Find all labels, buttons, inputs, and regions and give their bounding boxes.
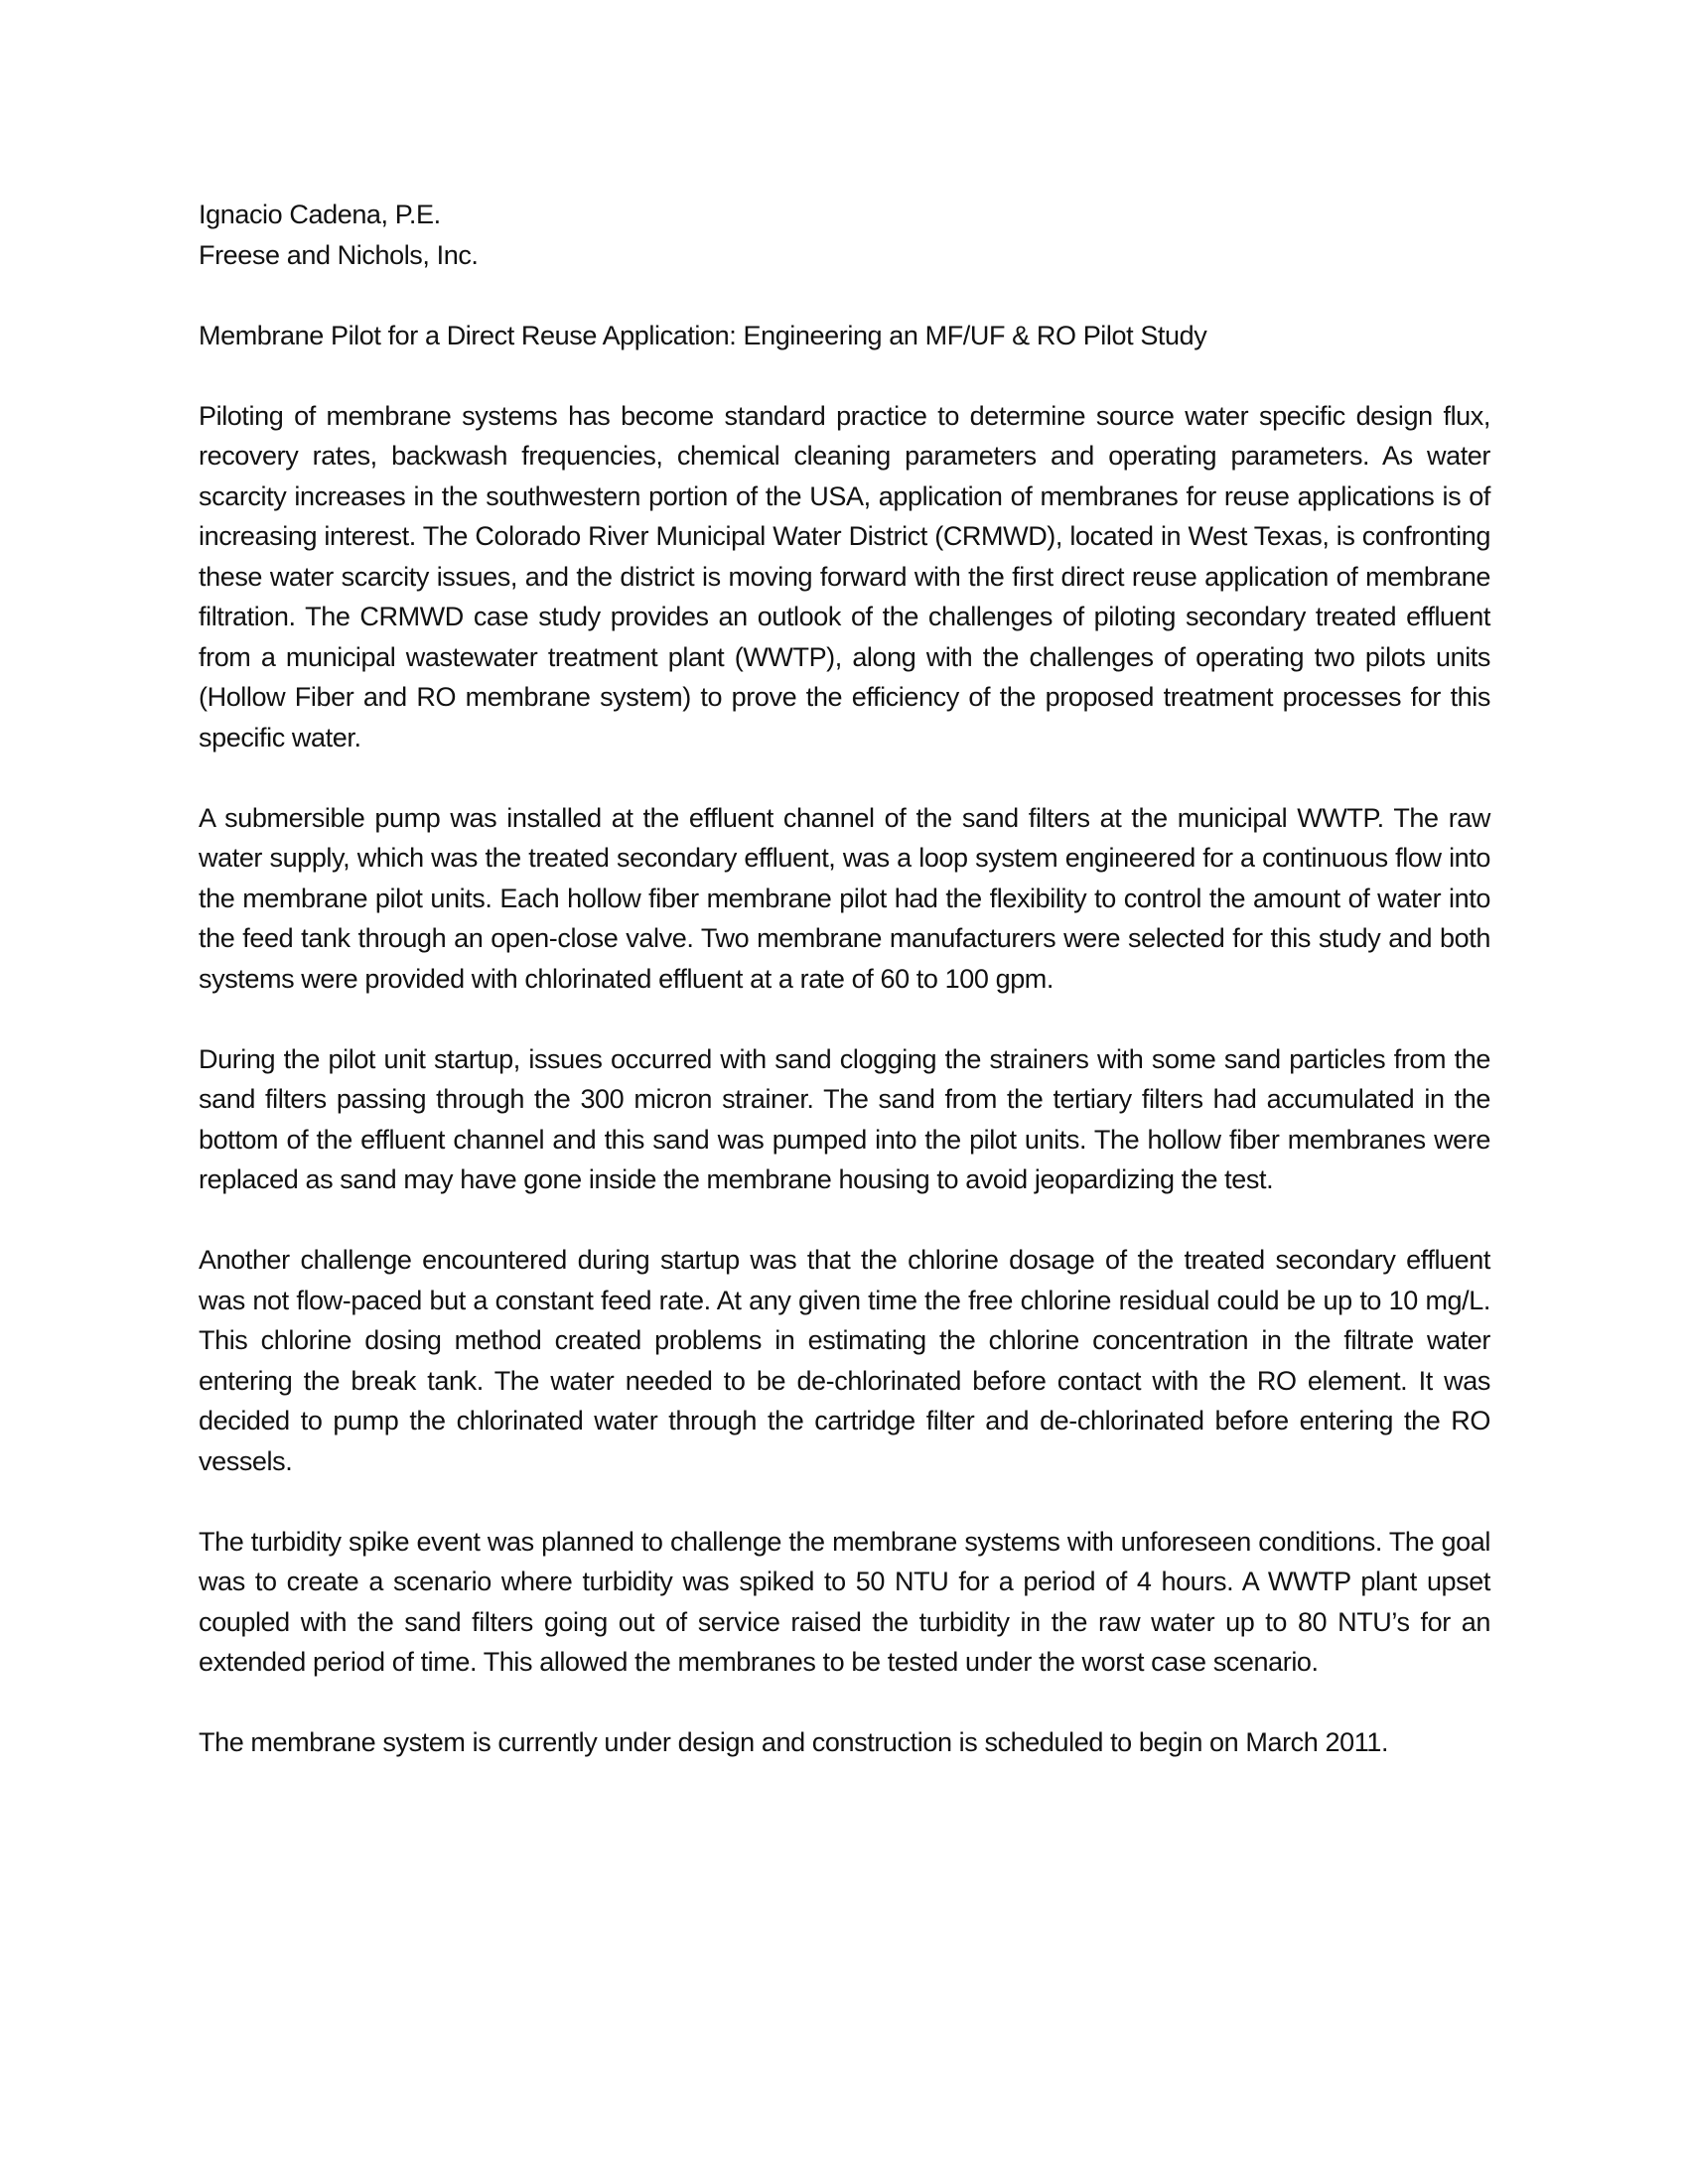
author-organization: Freese and Nichols, Inc.	[199, 239, 479, 270]
paragraph-chlorine-challenge: Another challenge encountered during startup was that the chlorine dosage of the treated secondary effluent was not flow-paced but a constant feed rate. At any given time the free chlorine residual could be up to 10 mg/L. This chlorine dosing method created problems in estimating the chlorine concentration in the filtrate water entering the break tank. The water needed to be de-chlorinated before contact with the RO element. It was decided to pump the chlorinated water through the cartridge filter and de-chlorinated before entering the RO vessels.	[199, 1245, 1490, 1476]
paragraph-startup-sand-issues: During the pilot unit startup, issues occurred with sand clogging the strainers with some sand particles from the sand filters passing through the 300 micron strainer. The sand from the tertiary filters had accumulated in the bottom of the effluent channel and this sand was pumped into the pilot units. The hollow fiber membranes were replaced as sand may have gone inside the membrane housing to avoid jeopardizing the test.	[199, 1043, 1490, 1194]
paragraph-introduction: Piloting of membrane systems has become standard practice to determine source water specific design flux, recovery rates, backwash frequencies, chemical cleaning parameters and operating parameters. As water scarcity increases in the southwestern portion of the USA, application of membranes for reuse applications is of increasing interest. The Colorado River Municipal Water District (CRMWD), located in West Texas, is confronting these water scarcity issues, and the district is moving forward with the first direct reuse application of membrane filtration. The CRMWD case study provides an outlook of the challenges of piloting secondary treated effluent from a municipal wastewater treatment plant (WWTP), along with the challenges of operating two pilots units (Hollow Fiber and RO membrane system) to prove the efficiency of the proposed treatment processes for this specific water.	[199, 400, 1490, 752]
paragraph-construction-schedule: The membrane system is currently under design and construction is scheduled to begin on March 2011.	[199, 1727, 1389, 1757]
author-name: Ignacio Cadena, P.E.	[199, 200, 441, 229]
paragraph-turbidity-spike: The turbidity spike event was planned to challenge the membrane systems with unforeseen conditions. The goal was to create a scenario where turbidity was spiked to 50 NTU for a period of 4 hours. A WWTP plant upset coupled with the sand filters going out of service raised the turbidity in the raw water up to 80 NTU’s for an extended period of time. This allowed the membranes to be tested under the worst case scenario.	[199, 1526, 1490, 1677]
paragraph-pump-installation: A submersible pump was installed at the effluent channel of the sand filters at the municipal WWTP. The raw water supply, which was the treated secondary effluent, was a loop system engineered for a continuous flow into the membrane pilot units. Each hollow fiber membrane pilot had the flexibility to control the amount of water into the feed tank through an open-close valve. Two membrane manufacturers were selected for this study and both systems were provided with chlorinated effluent at a rate of 60 to 100 gpm.	[199, 802, 1490, 994]
document-page	[199, 195, 1490, 1763]
document-title: Membrane Pilot for a Direct Reuse Application: Engineering an MF/UF & RO Pilot Study	[199, 320, 1207, 350]
